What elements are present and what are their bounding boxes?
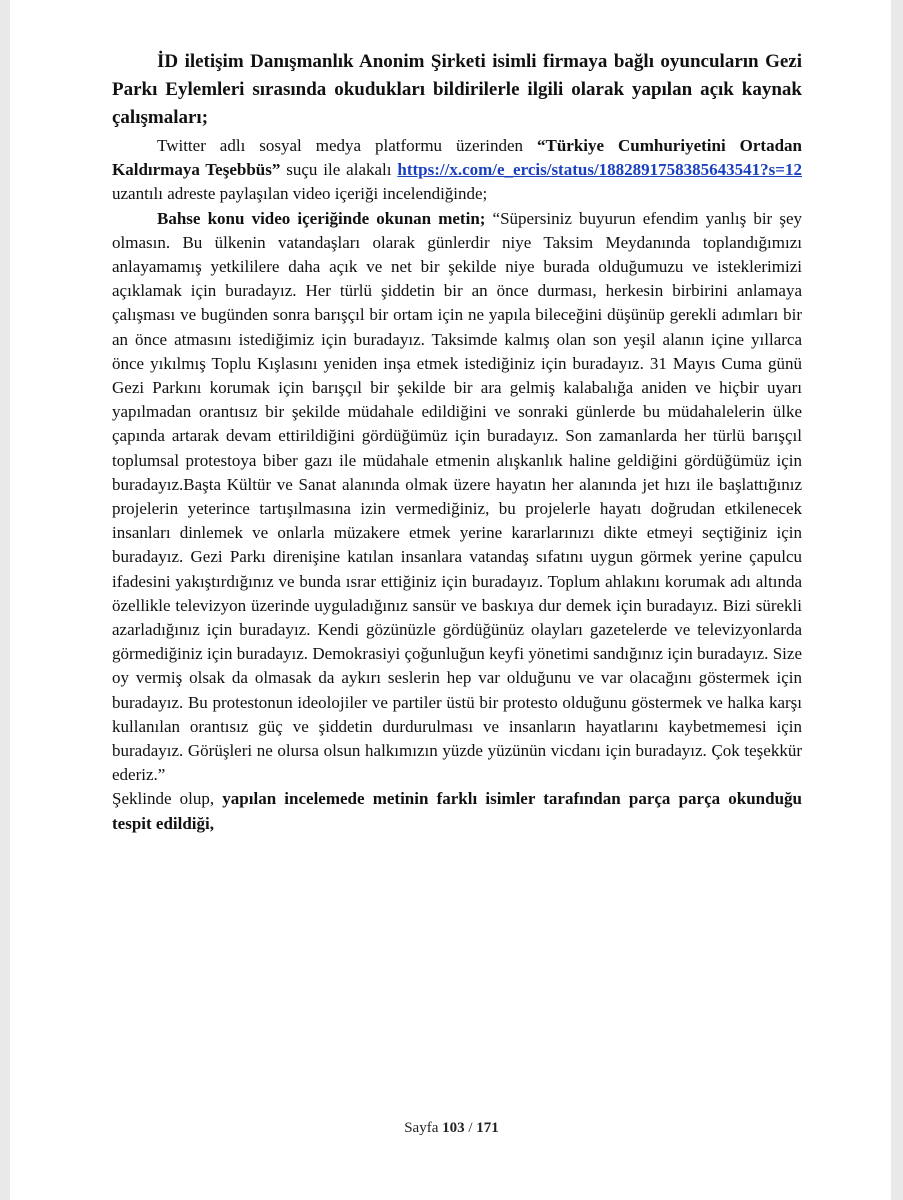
transcript-label: Bahse konu video içeriğinde okunan metin; — [157, 208, 486, 228]
crime-name: “Türkiye Cumhuriyetini Ortadan Kaldırmaya Teşebbüs” — [112, 136, 802, 180]
page-footer — [0, 1120, 903, 1137]
document-body — [112, 48, 802, 836]
video-link[interactable]: https://x.com/e_ercis/status/1882891758385643541?s=12 — [397, 160, 802, 180]
paragraph-transcript — [112, 207, 802, 788]
source-intro: Twitter adlı sosyal medya platformu üzerinden — [157, 136, 537, 155]
page-number: 103 — [442, 1120, 465, 1136]
section-heading: İD iletişim Danışmanlık Anonim Şirketi isimli firmaya bağlı oyuncuların Gezi Parkı Eylemleri sırasında okudukları bildirilerle ilgili olarak yapılan açık kaynak çalışmaları; — [112, 51, 802, 128]
source-outro: uzantılı adreste paylaşılan video içeriği incelendiğinde; — [112, 184, 488, 204]
conclusion-text: yapılan incelemede metinin farklı isimler tarafından parça parça okunduğu tespit edildiği, — [112, 789, 803, 833]
document-page — [10, 0, 891, 1200]
page-total: 171 — [476, 1120, 499, 1136]
source-mid: suçu ile alakalı — [280, 160, 398, 180]
paragraph-conclusion — [112, 787, 802, 835]
page-separator: / — [468, 1120, 473, 1136]
paragraph-source — [112, 134, 802, 207]
transcript-text: “Süpersiniz buyurun efendim yanlış bir şey olmasın. Bu ülkenin vatandaşları olarak günlerdir niye Taksim Meydanında toplandığımızı anlayamamış yetkililere daha açık ve net bir şekilde niye burada olduğumuzu ve isteklerimizi açıklamak için buradayız. Her türlü şiddetin bir an önce durması, herkesin birbirini anlamaya çalışması ve bugünden sonra barışçıl bir ortam için ne yapıla bileceğini düşünüp gerekli adımları bir an önce atmasını istediğimiz için buradayız. Taksimde kalmış olan son yeşil alanın içine yıllarca önce yıkılmış Toplu Kışlasını yeniden inşa etmek istediğiniz için buradayız. 31 Mayıs Cuma günü Gezi Parkını korumak için barışçıl bir şekilde bir ara gelmiş kalabalığa aniden ve hiçbir uyarı yapılmadan orantısız bir şekilde müdahale edildiğini ve sonraki günlerde bu müdahalelerin ülke çapında artarak devam ettirildiğini gördüğümüz için buradayız. Son zamanlarda her türlü barışçıl toplumsal protestoya biber gazı ile müdahale etmenin alışkanlık haline geldiğini gördüğümüz için buradayız.Başta Kültür ve Sanat alanında olmak üzere hayatın her alanında jet hızı ile başlattığınız projelerin yeterince tartışılmasına izin vermediğiniz, bu projelerle hayatı doğrudan etkilenecek insanları dinlemek ve onlarla müzakere etmek yerine kararlarınızı dikte etmeyi seçtiğiniz için buradayız. Gezi Parkı direnişine katılan insanlara vatandaş sıfatını uygun görmek yerine çapulcu ifadesini yakıştırdığınız ve bunda ısrar ettiğiniz için buradayız. Toplum ahlakını korumak adı altında özellikle televizyon üzerinde uyguladığınız sansür ve baskıya dur demek için buradayız. Bizi sürekli azarladığınız için buradayız. Kendi gözünüzle gördüğünüz olayları gazetelerde ve televizyonlarda görmediğiniz için buradayız. Demokrasiyi çoğunluğun keyfi yönetimi sandığınız için buradayız. Size oy vermiş olsak da olmasak da aykırı seslerin hep var olduğunu ve var olacağını göstermek için buradayız. Bu protestonun ideolojiler ve partiler üstü bir protesto olduğunu göstermek ve halka karşı kullanılan orantısız güç ve şiddetin durdurulması ve insanların hayatlarını kaybetmemesi için buradayız. Görüşleri ne olursa olsun halkımızın yüzde yüzünün vicdanı için buradayız. Çok teşekkür ederiz.” — [112, 208, 802, 785]
conclusion-intro: Şeklinde olup, — [112, 789, 223, 809]
page-label: Sayfa — [404, 1120, 439, 1136]
